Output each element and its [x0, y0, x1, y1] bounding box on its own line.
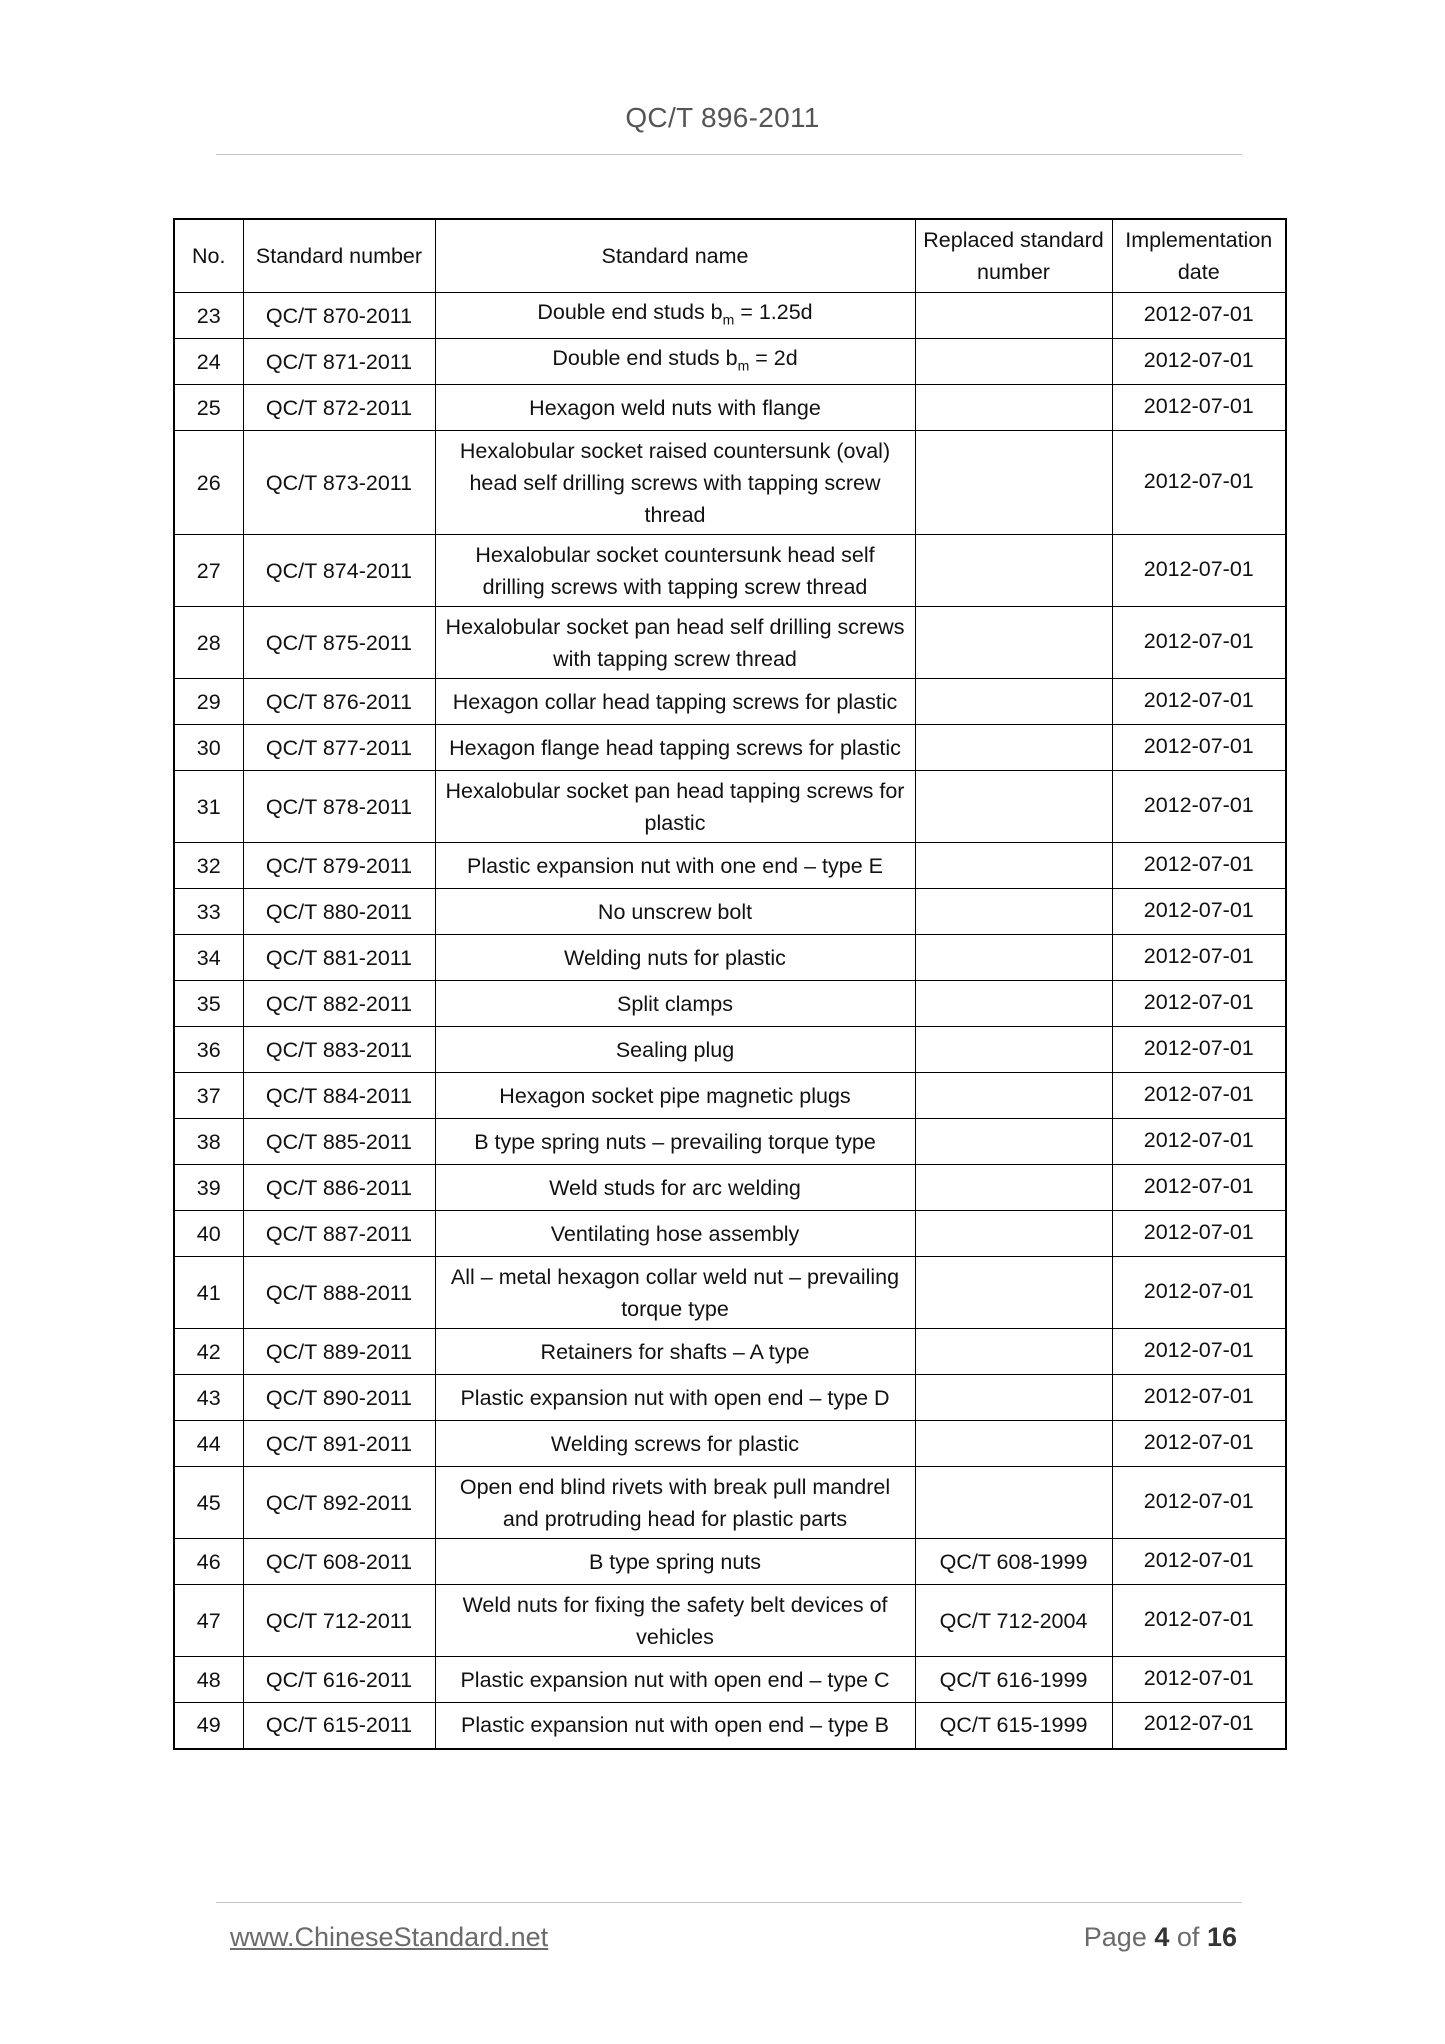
cell-replaced-standard [915, 535, 1112, 607]
cell-implementation-date: 2012-07-01 [1112, 1539, 1286, 1585]
cell-standard-name [435, 293, 915, 339]
cell-standard-number: QC/T 876-2011 [243, 679, 435, 725]
table-row [174, 771, 1286, 843]
table-row [174, 1657, 1286, 1703]
cell-implementation-date: 2012-07-01 [1112, 981, 1286, 1027]
cell-standard-name: Split clamps [435, 981, 915, 1027]
cell-standard-name [435, 339, 915, 385]
cell-no: 30 [174, 725, 243, 771]
cell-no: 42 [174, 1329, 243, 1375]
cell-no: 41 [174, 1257, 243, 1329]
cell-standard-number: QC/T 892-2011 [243, 1467, 435, 1539]
cell-standard-number: QC/T 885-2011 [243, 1119, 435, 1165]
table-row [174, 1467, 1286, 1539]
column-header-standard-name: Standard name [435, 219, 915, 293]
cell-no: 45 [174, 1467, 243, 1539]
cell-no: 29 [174, 679, 243, 725]
cell-standard-name: Plastic expansion nut with open end – type D [435, 1375, 915, 1421]
cell-no: 35 [174, 981, 243, 1027]
cell-standard-name: Hexagon socket pipe magnetic plugs [435, 1073, 915, 1119]
cell-standard-name: Ventilating hose assembly [435, 1211, 915, 1257]
table-header-row [174, 219, 1286, 293]
column-header-standard-number: Standard number [243, 219, 435, 293]
cell-standard-number: QC/T 889-2011 [243, 1329, 435, 1375]
table-row [174, 1073, 1286, 1119]
cell-replaced-standard: QC/T 712-2004 [915, 1585, 1112, 1657]
cell-replaced-standard [915, 981, 1112, 1027]
footer-divider [216, 1902, 1242, 1903]
cell-no: 28 [174, 607, 243, 679]
cell-replaced-standard [915, 889, 1112, 935]
table-row [174, 431, 1286, 535]
cell-implementation-date: 2012-07-01 [1112, 889, 1286, 935]
cell-replaced-standard [915, 725, 1112, 771]
table-row [174, 1165, 1286, 1211]
cell-no: 49 [174, 1703, 243, 1749]
table-row [174, 981, 1286, 1027]
cell-replaced-standard [915, 1165, 1112, 1211]
cell-standard-name: No unscrew bolt [435, 889, 915, 935]
table-row [174, 843, 1286, 889]
cell-implementation-date: 2012-07-01 [1112, 1119, 1286, 1165]
cell-implementation-date: 2012-07-01 [1112, 293, 1286, 339]
cell-standard-number: QC/T 886-2011 [243, 1165, 435, 1211]
cell-standard-name: Hexagon flange head tapping screws for plastic [435, 725, 915, 771]
cell-implementation-date: 2012-07-01 [1112, 1329, 1286, 1375]
cell-replaced-standard [915, 1073, 1112, 1119]
cell-implementation-date: 2012-07-01 [1112, 1073, 1286, 1119]
cell-standard-name: Hexagon weld nuts with flange [435, 385, 915, 431]
cell-standard-number: QC/T 882-2011 [243, 981, 435, 1027]
cell-standard-name: Hexalobular socket raised countersunk (oval) head self drilling screws with tapping screw thread [435, 431, 915, 535]
cell-no: 34 [174, 935, 243, 981]
cell-implementation-date: 2012-07-01 [1112, 1703, 1286, 1749]
header-divider [216, 154, 1242, 155]
document-code-header: QC/T 896-2011 [625, 102, 820, 133]
cell-implementation-date: 2012-07-01 [1112, 843, 1286, 889]
cell-no: 43 [174, 1375, 243, 1421]
cell-replaced-standard [915, 1375, 1112, 1421]
name-text-suffix: = 1.25d [734, 299, 813, 324]
table-row [174, 1119, 1286, 1165]
cell-replaced-standard [915, 607, 1112, 679]
table-row [174, 1703, 1286, 1749]
cell-replaced-standard: QC/T 615-1999 [915, 1703, 1112, 1749]
table-row [174, 1257, 1286, 1329]
cell-standard-number: QC/T 878-2011 [243, 771, 435, 843]
cell-implementation-date: 2012-07-01 [1112, 1467, 1286, 1539]
cell-implementation-date: 2012-07-01 [1112, 679, 1286, 725]
cell-no: 48 [174, 1657, 243, 1703]
cell-no: 37 [174, 1073, 243, 1119]
table-row [174, 339, 1286, 385]
cell-replaced-standard [915, 679, 1112, 725]
cell-standard-name: B type spring nuts [435, 1539, 915, 1585]
cell-implementation-date: 2012-07-01 [1112, 1257, 1286, 1329]
cell-standard-name: All – metal hexagon collar weld nut – prevailing torque type [435, 1257, 915, 1329]
cell-standard-number: QC/T 883-2011 [243, 1027, 435, 1073]
table-row [174, 385, 1286, 431]
page-of: of [1176, 1922, 1200, 1952]
cell-standard-number: QC/T 879-2011 [243, 843, 435, 889]
cell-implementation-date: 2012-07-01 [1112, 1375, 1286, 1421]
cell-standard-number: QC/T 875-2011 [243, 607, 435, 679]
page-total: 16 [1206, 1922, 1237, 1952]
cell-replaced-standard [915, 935, 1112, 981]
cell-standard-name: Hexalobular socket countersunk head self drilling screws with tapping screw thread [435, 535, 915, 607]
cell-standard-number: QC/T 712-2011 [243, 1585, 435, 1657]
cell-standard-name: Hexalobular socket pan head self drilling screws with tapping screw thread [435, 607, 915, 679]
cell-standard-number: QC/T 891-2011 [243, 1421, 435, 1467]
standards-table [173, 218, 1287, 1750]
cell-implementation-date: 2012-07-01 [1112, 1585, 1286, 1657]
cell-standard-number: QC/T 615-2011 [243, 1703, 435, 1749]
cell-no: 33 [174, 889, 243, 935]
cell-no: 44 [174, 1421, 243, 1467]
cell-no: 25 [174, 385, 243, 431]
cell-no: 46 [174, 1539, 243, 1585]
column-header-no: No. [174, 219, 243, 293]
cell-replaced-standard [915, 431, 1112, 535]
cell-no: 32 [174, 843, 243, 889]
cell-replaced-standard [915, 1211, 1112, 1257]
cell-standard-name: Plastic expansion nut with one end – type E [435, 843, 915, 889]
cell-standard-name: Weld nuts for fixing the safety belt devices of vehicles [435, 1585, 915, 1657]
cell-standard-name: Plastic expansion nut with open end – type B [435, 1703, 915, 1749]
table-row [174, 607, 1286, 679]
cell-replaced-standard [915, 1329, 1112, 1375]
cell-implementation-date: 2012-07-01 [1112, 339, 1286, 385]
cell-standard-number: QC/T 608-2011 [243, 1539, 435, 1585]
table-row [174, 889, 1286, 935]
cell-no: 39 [174, 1165, 243, 1211]
cell-standard-name: Sealing plug [435, 1027, 915, 1073]
cell-no: 40 [174, 1211, 243, 1257]
cell-standard-number: QC/T 872-2011 [243, 385, 435, 431]
cell-replaced-standard [915, 771, 1112, 843]
page-current: 4 [1154, 1922, 1170, 1952]
cell-standard-name: B type spring nuts – prevailing torque type [435, 1119, 915, 1165]
cell-no: 27 [174, 535, 243, 607]
cell-no: 36 [174, 1027, 243, 1073]
name-text: Double end studs b [552, 345, 738, 370]
cell-standard-number: QC/T 616-2011 [243, 1657, 435, 1703]
table-row [174, 1375, 1286, 1421]
table-row [174, 293, 1286, 339]
cell-implementation-date: 2012-07-01 [1112, 535, 1286, 607]
cell-standard-number: QC/T 870-2011 [243, 293, 435, 339]
cell-replaced-standard [915, 1027, 1112, 1073]
cell-standard-number: QC/T 880-2011 [243, 889, 435, 935]
cell-implementation-date: 2012-07-01 [1112, 1165, 1286, 1211]
table-row [174, 1421, 1286, 1467]
cell-implementation-date: 2012-07-01 [1112, 771, 1286, 843]
cell-no: 47 [174, 1585, 243, 1657]
cell-replaced-standard [915, 293, 1112, 339]
table-row [174, 1027, 1286, 1073]
table-row [174, 1585, 1286, 1657]
cell-replaced-standard [915, 385, 1112, 431]
name-subscript: m [722, 311, 735, 328]
cell-standard-number: QC/T 877-2011 [243, 725, 435, 771]
name-text-suffix: = 2d [749, 345, 798, 370]
cell-standard-name: Open end blind rivets with break pull mandrel and protruding head for plastic parts [435, 1467, 915, 1539]
cell-no: 24 [174, 339, 243, 385]
cell-standard-name: Hexalobular socket pan head tapping screws for plastic [435, 771, 915, 843]
cell-implementation-date: 2012-07-01 [1112, 607, 1286, 679]
page-indicator [1084, 1922, 1237, 1953]
column-header-replaced-standard-number: Replaced standard number [915, 219, 1112, 293]
cell-no: 26 [174, 431, 243, 535]
cell-implementation-date: 2012-07-01 [1112, 1421, 1286, 1467]
cell-standard-name: Welding nuts for plastic [435, 935, 915, 981]
cell-implementation-date: 2012-07-01 [1112, 725, 1286, 771]
cell-standard-name: Retainers for shafts – A type [435, 1329, 915, 1375]
cell-standard-number: QC/T 881-2011 [243, 935, 435, 981]
website-link[interactable]: www.ChineseStandard.net [230, 1922, 549, 1952]
cell-standard-number: QC/T 871-2011 [243, 339, 435, 385]
cell-implementation-date: 2012-07-01 [1112, 1211, 1286, 1257]
table-row [174, 679, 1286, 725]
cell-implementation-date: 2012-07-01 [1112, 1657, 1286, 1703]
cell-replaced-standard [915, 1467, 1112, 1539]
cell-no: 31 [174, 771, 243, 843]
cell-implementation-date: 2012-07-01 [1112, 431, 1286, 535]
cell-standard-name: Plastic expansion nut with open end – type C [435, 1657, 915, 1703]
table-row [174, 1329, 1286, 1375]
cell-replaced-standard: QC/T 608-1999 [915, 1539, 1112, 1585]
name-text: Double end studs b [537, 299, 723, 324]
cell-implementation-date: 2012-07-01 [1112, 385, 1286, 431]
cell-standard-number: QC/T 873-2011 [243, 431, 435, 535]
column-header-implementation-date: Implementation date [1112, 219, 1286, 293]
cell-replaced-standard: QC/T 616-1999 [915, 1657, 1112, 1703]
cell-no: 38 [174, 1119, 243, 1165]
cell-standard-name: Weld studs for arc welding [435, 1165, 915, 1211]
table-body [174, 293, 1286, 1749]
cell-standard-number: QC/T 874-2011 [243, 535, 435, 607]
cell-replaced-standard [915, 339, 1112, 385]
cell-standard-name: Hexagon collar head tapping screws for plastic [435, 679, 915, 725]
cell-standard-name: Welding screws for plastic [435, 1421, 915, 1467]
name-subscript: m [737, 357, 750, 374]
table-row [174, 535, 1286, 607]
cell-replaced-standard [915, 1421, 1112, 1467]
cell-no: 23 [174, 293, 243, 339]
table-row [174, 1211, 1286, 1257]
cell-replaced-standard [915, 1119, 1112, 1165]
cell-replaced-standard [915, 843, 1112, 889]
cell-replaced-standard [915, 1257, 1112, 1329]
table-row [174, 725, 1286, 771]
page-word: Page [1083, 1922, 1147, 1952]
table-row [174, 935, 1286, 981]
cell-implementation-date: 2012-07-01 [1112, 1027, 1286, 1073]
table-row [174, 1539, 1286, 1585]
cell-standard-number: QC/T 887-2011 [243, 1211, 435, 1257]
cell-standard-number: QC/T 884-2011 [243, 1073, 435, 1119]
cell-implementation-date: 2012-07-01 [1112, 935, 1286, 981]
cell-standard-number: QC/T 888-2011 [243, 1257, 435, 1329]
cell-standard-number: QC/T 890-2011 [243, 1375, 435, 1421]
